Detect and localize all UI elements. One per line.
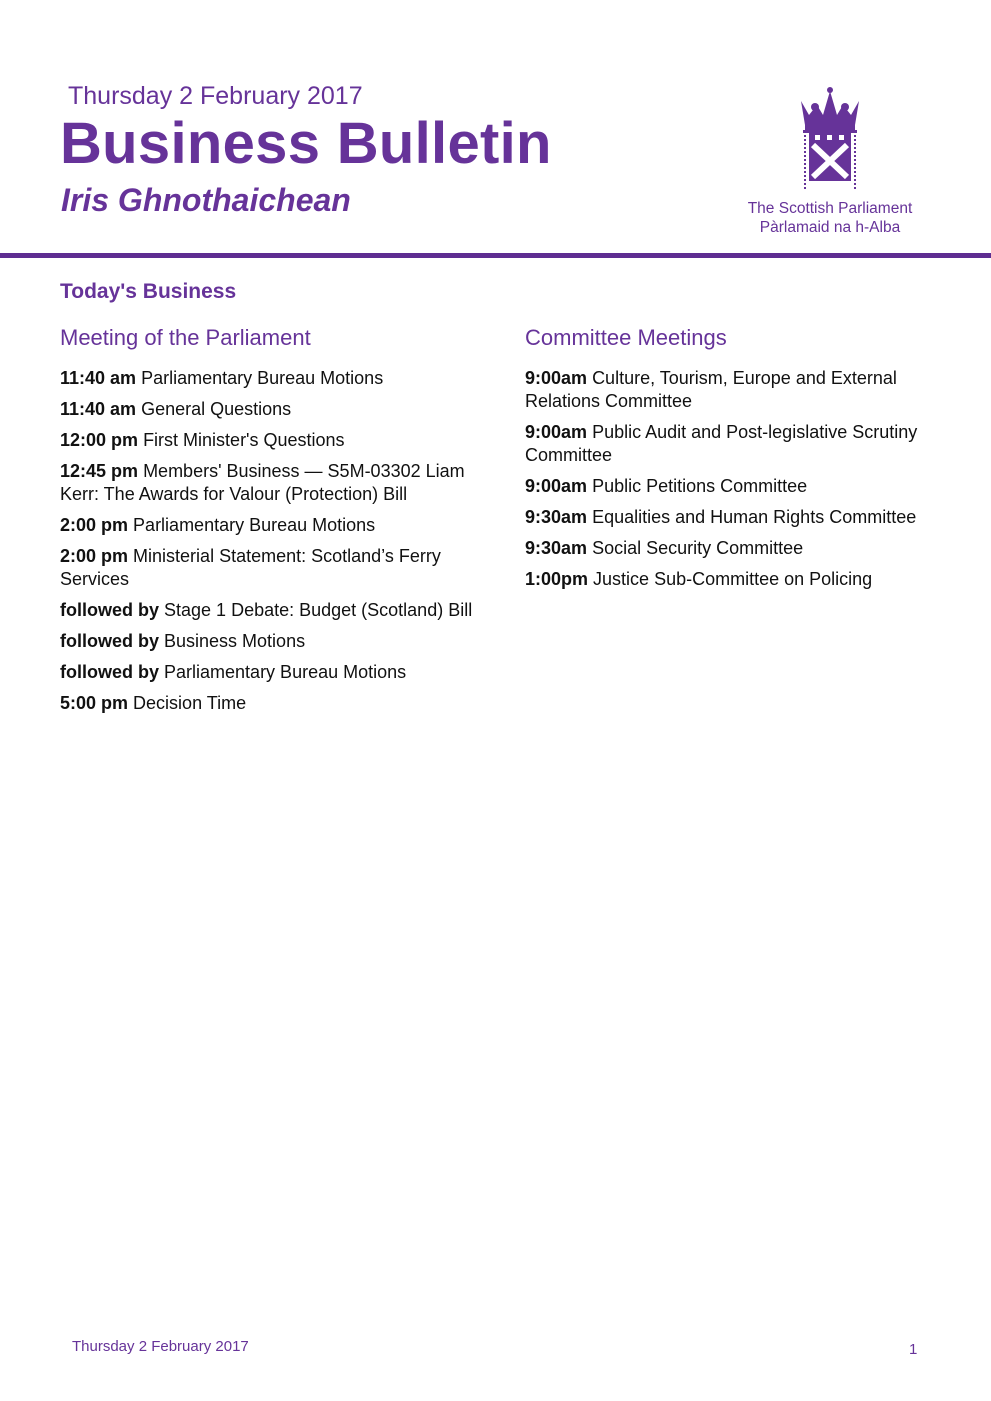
header-date: Thursday 2 February 2017: [68, 82, 363, 110]
agenda-item: 11:40 am General Questions: [60, 399, 292, 419]
scottish-parliament-crest-icon: [795, 85, 865, 193]
agenda-item: 12:00 pm First Minister's Questions: [60, 430, 345, 450]
committees-heading: Committee Meetings: [525, 325, 727, 350]
agenda-item: 11:40 am Parliamentary Bureau Motions: [60, 368, 384, 388]
logo-text-english: The Scottish Parliament: [747, 200, 913, 217]
agenda-item: followed by Parliamentary Bureau Motions: [60, 662, 407, 682]
committee-item: 9:30am Equalities and Human Rights Committee: [525, 507, 917, 527]
page-number: 1: [909, 1341, 918, 1358]
page-subtitle: Iris Ghnothaichean: [61, 182, 351, 218]
committee-item: 9:00am Public Audit and Post-legislative Scrutiny Committee: [525, 422, 918, 465]
parliament-heading: Meeting of the Parliament: [60, 325, 311, 350]
agenda-item: 2:00 pm Ministerial Statement: Scotland’s Ferry Services: [60, 546, 441, 589]
parliament-logo: [740, 85, 920, 237]
agenda-item: 12:45 pm Members' Business — S5M-03302 Liam Kerr: The Awards for Valour (Protection) Bill: [60, 461, 465, 504]
agenda-item: followed by Business Motions: [60, 631, 306, 651]
committee-item: 9:30am Social Security Committee: [525, 538, 804, 558]
committee-item: 9:00am Culture, Tourism, Europe and External Relations Committee: [525, 368, 897, 411]
agenda-item: 2:00 pm Parliamentary Bureau Motions: [60, 515, 376, 535]
committee-item: 9:00am Public Petitions Committee: [525, 476, 808, 496]
parliament-column: [60, 325, 480, 723]
agenda-item: 5:00 pm Decision Time: [60, 693, 247, 713]
committee-item: 1:00pm Justice Sub-Committee on Policing: [525, 569, 873, 589]
logo-text-gaelic: Pàrlamaid na h-Alba: [759, 219, 901, 236]
committees-column: [525, 325, 945, 599]
section-title: Today's Business: [60, 280, 237, 303]
footer-date: Thursday 2 February 2017: [72, 1338, 249, 1355]
header-rule: [0, 253, 991, 258]
agenda-item: followed by Stage 1 Debate: Budget (Scotland) Bill: [60, 600, 473, 620]
page-title: Business Bulletin: [60, 111, 552, 176]
